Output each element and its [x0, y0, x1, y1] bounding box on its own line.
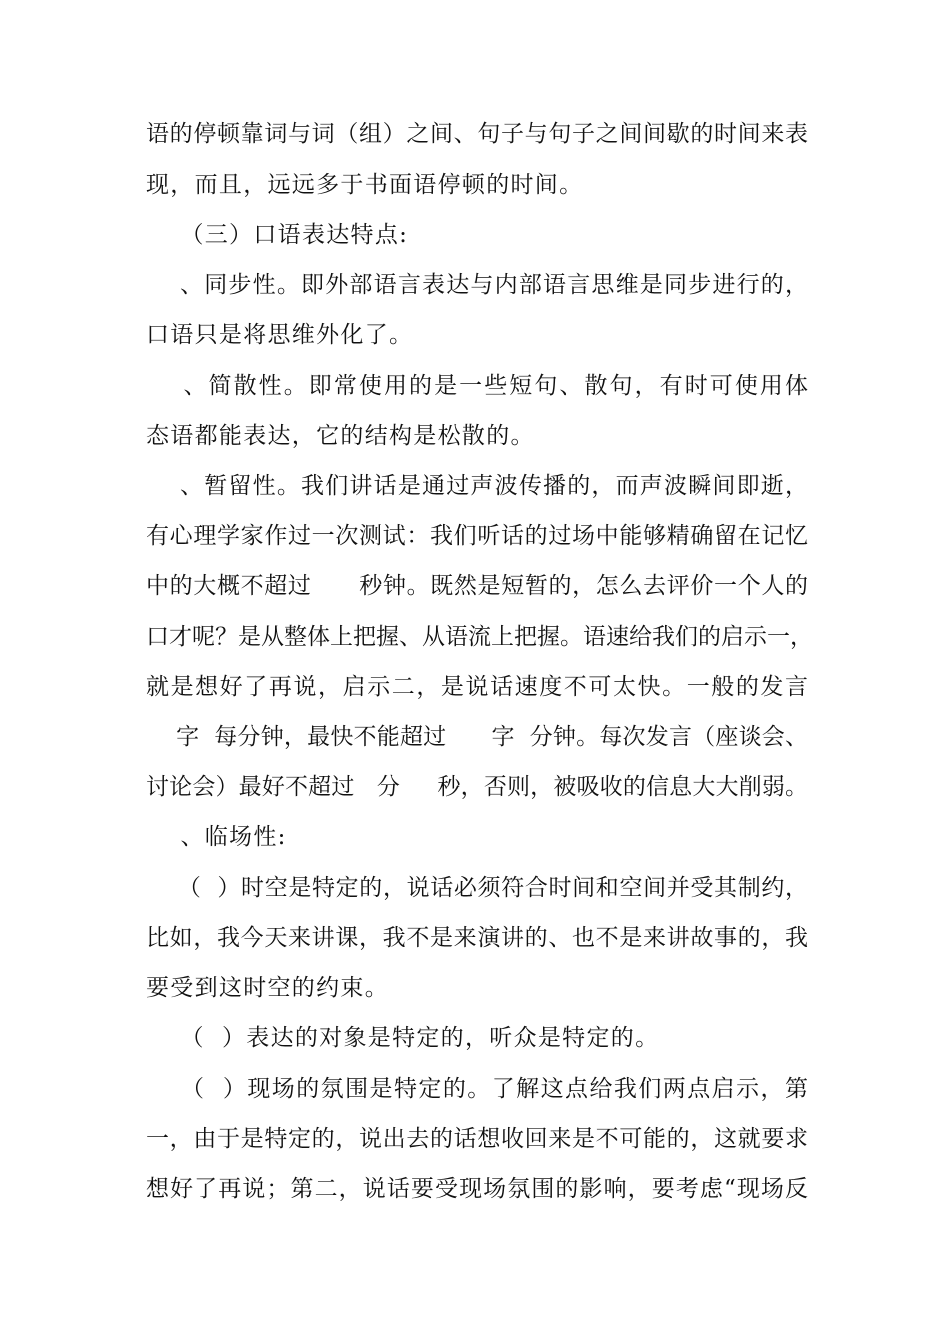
text-line: 中的大概不超过 秒钟。既然是短暂的，怎么去评价一个人的 [146, 573, 808, 599]
text-line: 、简散性。即常使用的是一些短句、散句，有时可使用体 [146, 373, 808, 399]
text-line: 字 每分钟，最快不能超过 字 分钟。每次发言（座谈会、 [146, 724, 808, 750]
text-line: 口语只是将思维外化了。 [146, 322, 414, 348]
text-line: 要受到这时空的约束。 [146, 975, 389, 1001]
text-line: 有心理学家作过一次测试：我们听话的过场中能够精确留在记忆 [146, 523, 808, 549]
text-line: （ ）表达的对象是特定的，听众是特定的。 [146, 1025, 660, 1051]
text-line: （ ）现场的氛围是特定的。了解这点给我们两点启示，第 [146, 1076, 808, 1102]
text-line: 、临场性: [146, 824, 287, 850]
text-line: （ ）时空是特定的，说话必须符合时间和空间并受其制约， [146, 875, 808, 901]
text-line: 一，由于是特定的，说出去的话想收回来是不可能的，这就要求 [146, 1126, 808, 1152]
text-line: 口才呢？是从整体上把握、从语流上把握。语速给我们的启示一， [146, 624, 813, 650]
text-line: 现，而且，远远多于书面语停顿的时间。 [146, 172, 584, 198]
text-line: 、同步性。即外部语言表达与内部语言思维是同步进行的， [146, 272, 808, 298]
text-line: 、暂留性。我们讲话是通过声波传播的，而声波瞬间即逝， [146, 473, 808, 499]
text-line: 想好了再说；第二，说话要受现场氛围的影响，要考虑“现场反 [146, 1176, 808, 1202]
text-line: 态语都能表达，它的结构是松散的。 [146, 423, 535, 449]
text-line: 就是想好了再说，启示二，是说话速度不可太快。一般的发言 [146, 674, 808, 700]
text-line: 语的停顿靠词与词（组）之间、句子与句子之间间歇的时间来表 [146, 121, 808, 147]
text-line: 比如，我今天来讲课，我不是来演讲的、也不是来讲故事的，我 [146, 925, 808, 951]
text-line: 讨论会）最好不超过 分 秒，否则，被吸收的信息大大削弱。 [146, 774, 808, 800]
section-heading: （三）口语表达特点: [146, 222, 409, 248]
